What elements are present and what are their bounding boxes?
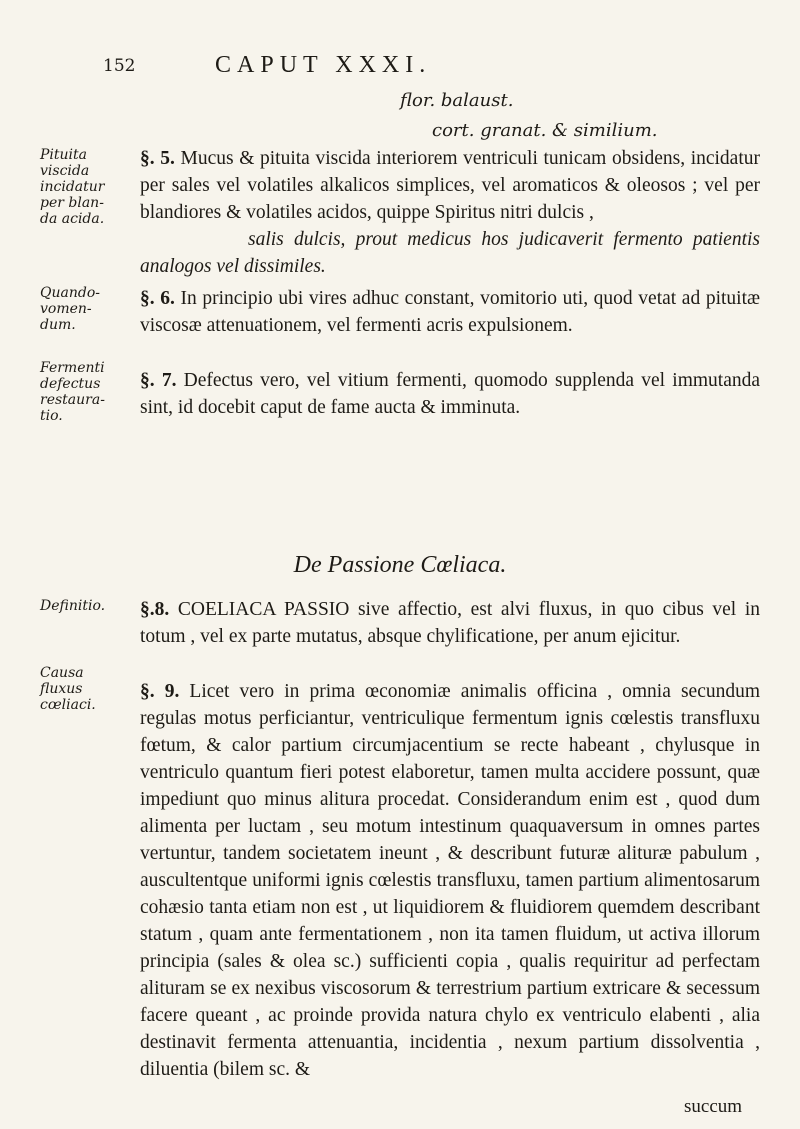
section-heading: De Passione Cœliaca. [293,552,507,578]
paragraph-8 [140,596,760,650]
margin-note-pituita: Pituita viscida incidatur per blan-da acida. [40,147,105,227]
page-header [0,52,800,82]
running-title: CAPUT XXXI. [215,52,432,78]
margin-note-causa: Causa fluxus cœliaci. [40,665,96,713]
section-number: §. 5. [140,148,175,169]
section-text: Defectus vero, vel vitium fermenti, quomodo supplenda vel immutanda sint, id docebit caput de fame aucta & imminuta. [140,370,761,418]
paragraph-7 [140,367,760,421]
paragraph-6 [140,285,760,339]
margin-note-vomitus: Quando-vomen-dum. [40,285,100,333]
section-number: §. 9. [140,681,180,702]
section-text: Licet vero in prima œconomiæ animalis officina , omnia secundum regulas motus perficiantur, ventriculique fermentum ignis cœlestis transfluxu fœtum, & calor partium circumjacentium se recte habeant , chylusque in ventriculo quantum fieri potest elaboretur, tamen multa accidere possunt, quæ impediunt quo minus alitura procedat. Considerandum enim est , quod dum alimenta per luctam , seu motum intestinum quaquaversum in omnes partes vertuntur, tandem societatem ineunt , & describunt futuræ alituræ pabulum , auscultentque uniformi ignis cœlestis transfluxu, tamen partium alimentosarum cohæsio tanta etiam non est , ut liquidiorem & fluidiorem quemdem describant statum , quam ante fermentationem , non ita tamen fluidum, ut activa illorum principia (sales & olea sc.) sufficienti copia , qualis requiritur ad perfectam alituram se ex nexibus viscosorum & terrestrium partium extricare & secessum facere queant , ac proinde provida natura chylo ex ventriculo elabenti , alia destinavit fermenta attenuantia, incidentia , nexum partium dissolventia , diluentia (bilem sc. & [140,681,761,1080]
formula-line-1: flor. balaust. [400,90,514,111]
formula-line-2: cort. granat. & similium. [432,120,658,141]
section-number: §. 6. [140,288,175,309]
margin-note-fermentum: Fermenti defectus restaura-tio. [40,360,105,424]
paragraph-9 [140,678,760,1083]
section-text: In principio ubi vires adhuc constant, vomitorio uti, quod vetat ad pituitæ viscosæ attenuationem, vel fermenti acris expulsionem. [140,288,761,336]
section-number: §. 7. [140,370,177,391]
section-text: Mucus & pituita viscida interiorem ventriculi tunicam obsidens, incidatur per sales vel volatiles alkalicos simplices, vel aromaticos & oleosos ; vel per blandiores & volatiles acidos, quippe Spiritus nitri dulcis , [140,148,760,223]
section-5-tail: salis dulcis, prout medicus hos judicaverit fermento patientis analogos vel dissimiles. [140,229,760,277]
page-number: 152 [103,56,136,76]
section-text: COELIACA PASSIO sive affectio, est alvi fluxus, in quo cibus vel in totum , vel ex parte mutatus, absque chylificatione, per anum ejicitur. [140,599,760,647]
section-number: §.8. [140,599,170,620]
paragraph-5 [140,145,760,280]
margin-note-definitio: Definitio. [40,598,106,614]
catchword: succum [684,1096,743,1117]
